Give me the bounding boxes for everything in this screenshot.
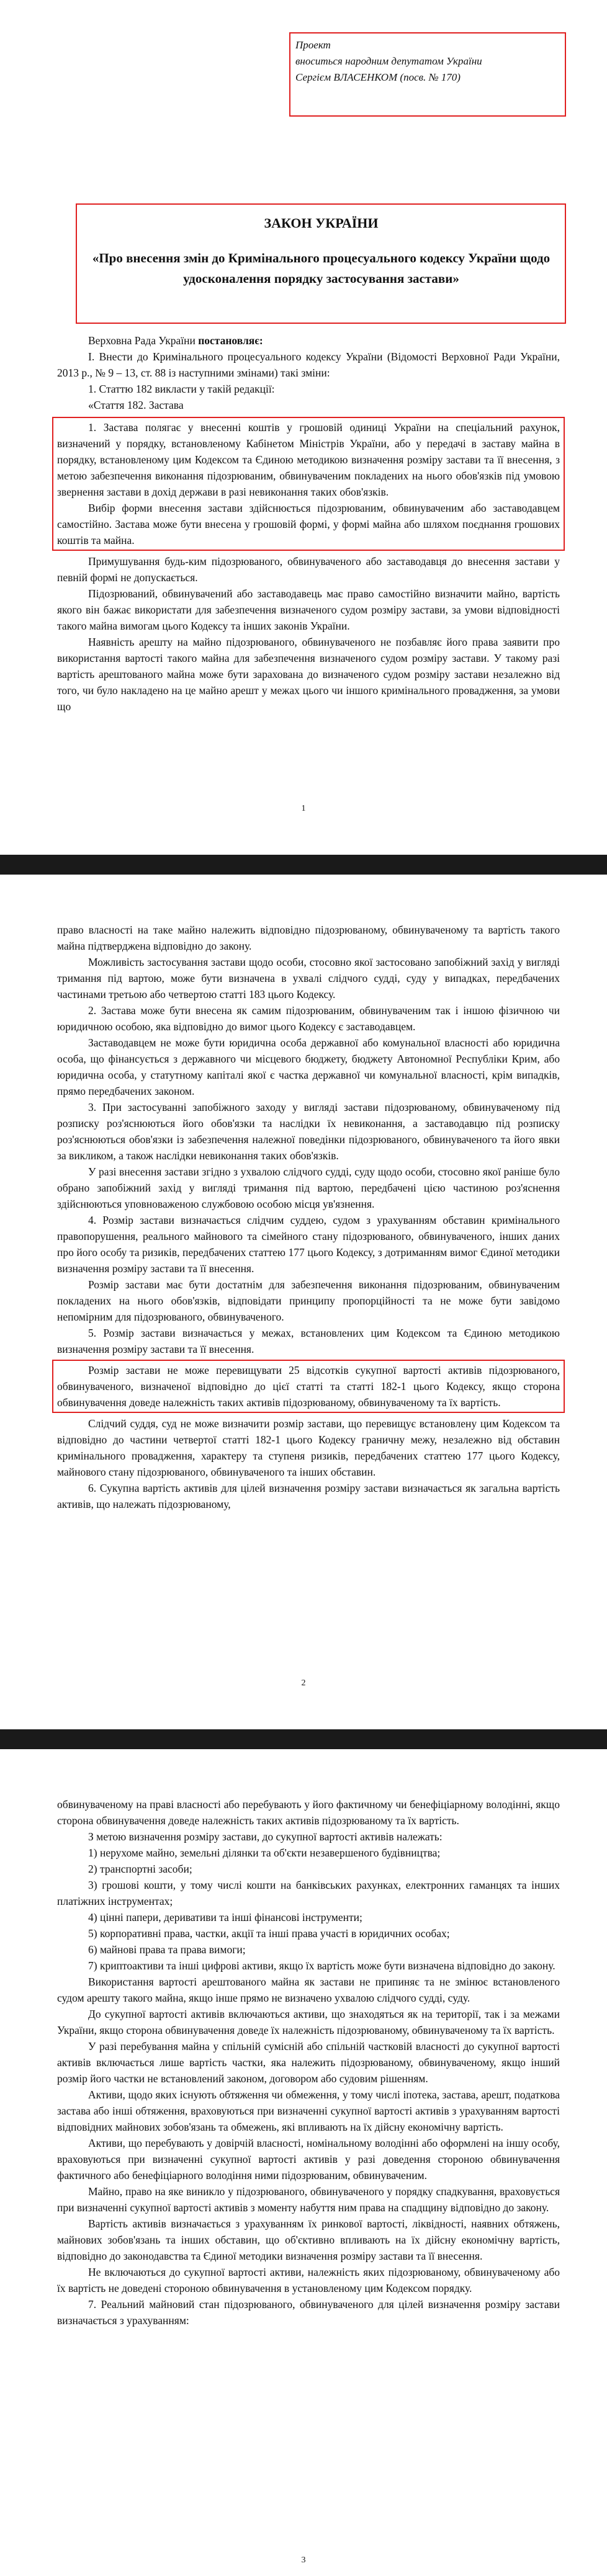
paragraph: Не включаються до сукупної вартості активи, належність яких підозрюваному, обвинуваченому або їх вартість не доведені стороною обвинувачення в установленому цим Кодексом порядку.: [57, 2266, 560, 2294]
law-subtitle: «Про внесення змін до Кримінального процесуального кодексу України щодо удосконалення порядку застосування застави»: [92, 251, 551, 286]
page-1-body: [57, 332, 560, 715]
page-separator: [0, 855, 607, 875]
paragraph: Розмір застави має бути достатнім для забезпечення виконання підозрюваним, обвинуваченим покладених на нього обов'язків, відповідати принципу пропорційності та не може бути завідомо непомірним для підозрюваного, обвинуваченого.: [57, 1278, 560, 1323]
page-2: [0, 875, 607, 1729]
list-item: 3) грошові кошти, у тому числі кошти на банківських рахунках, електронних гаманцях та інших платіжних інструментах;: [57, 1879, 560, 1907]
list-item: 4) цінні папери, деривативи та інші фінансові інструменти;: [88, 1911, 362, 1923]
paragraph: 1. Застава полягає у внесенні коштів у грошовій одиниці України на спеціальний рахунок, визначений у порядку, встановленому Кабінетом Міністрів України, або у передачі в заставу майна в порядку, встановленому цим Кодексом та Єдиною методикою визначення розміру застави та її внесення, з метою забезпечення виконання підозрюваним, обвинуваченим покладених на нього обов'язків під умовою звернення застави в дохід держави в разі невиконання таких обов'язків.: [57, 421, 560, 498]
list-item: 6) майнові права та права вимоги;: [88, 1943, 246, 1956]
paragraph: 3. При застосуванні запобіжного заходу у вигляді застави підозрюваному, обвинуваченому під розписку роз'яснюються його обов'язки та наслідки їх невиконання, а заставодавцю під розписку роз'яснюються обов'язки із забезпечення належної поведінки підозрюваного, обвинуваченого та його явки за викликом, а також наслідки невиконання таких обов'язків.: [57, 1101, 560, 1162]
paragraph: Наявність арешту на майно підозрюваного, обвинуваченого не позбавляє його права заявити про використання вартості такого майна для забезпечення визначеного судом розміру застави. У такому разі вартість арештованого майна може бути зарахована до визначеного судом розміру застави незалежно від того, чи було накладено на це майно арешт у межах цього чи іншого кримінального провадження, за умови що: [57, 636, 560, 713]
project-line: Проект: [295, 39, 331, 51]
paragraph: 6. Сукупна вартість активів для цілей визначення розміру застави визначається як загальна вартість активів, що належать підозрюваному,: [57, 1482, 560, 1510]
paragraph: 7. Реальний майновий стан підозрюваного, обвинуваченого для цілей визначення розміру застави визначається з урахуванням:: [57, 2298, 560, 2327]
paragraph: Заставодавцем не може бути юридична особа державної або комунальної власності або юридична особа, що фінансується з державного чи місцевого бюджету, бюджету Автономної Республіки Крим, або юридична особа, у статутному капіталі якої є частка державної чи комунальної власності, крім випадків, прямо передбачених законом.: [57, 1036, 560, 1097]
page-number: 3: [301, 2556, 306, 2565]
page-separator: [0, 1729, 607, 1749]
paragraph: Можливість застосування застави щодо особи, стосовно якої застосовано запобіжний захід у вигляді тримання під вартою, може бути визначена в ухвалі слідчого судді, суду у випадках, передбачених частинами третьою або четвертою статті 183 цього Кодексу.: [57, 956, 560, 1001]
page-1: [0, 0, 607, 855]
list-item: 2) транспортні засоби;: [88, 1863, 192, 1875]
paragraph: Примушування будь-ким підозрюваного, обвинуваченого або заставодавця до внесення застави у певній формі не допускається.: [57, 555, 560, 584]
paragraph: До сукупної вартості активів включаються активи, що знаходяться як на території, так і за межами України, якщо сторона обвинувачення доведе їх належність підозрюваному, обвинуваченому та їх вартість.: [57, 2008, 560, 2036]
paragraph: 4. Розмір застави визначається слідчим суддею, судом з урахуванням обставин кримінального правопорушення, реального майнового та сімейного стану підозрюваного, обвинуваченого, інших даних про його особу та ризиків, передбачених статтею 177 цього Кодексу, з дотриманням вимог Єдиної методики визначення розміру застави та її внесення.: [57, 1214, 560, 1275]
page-number: 1: [301, 804, 306, 813]
project-note: [295, 37, 482, 86]
paragraph: Слідчий суддя, суд не може визначити розмір застави, що перевищує встановлену цим Кодексом та відповідно до частини четвертої статті 182-1 цього Кодексу граничну межу, незалежно від обставин кримінального провадження, характеру та ступеня ризиків, передбачених статтею 177 цього Кодексу, майнового стану підозрюваного, обвинуваченого та інших обставин.: [57, 1417, 560, 1478]
paragraph: Активи, що перебувають у довірчій власності, номінальному володінні або оформлені на іншу особу, враховуються при визначенні сукупної вартості активів у разі доведення стороною обвинувачення фактичного або бенефіціарного володіння ними підозрюваним, обвинуваченим.: [57, 2137, 560, 2182]
page-number: 2: [301, 1678, 306, 1688]
law-title: ЗАКОН УКРАЇНИ: [264, 215, 379, 231]
list-item: 1) нерухоме майно, земельні ділянки та об'єкти незавершеного будівництва;: [88, 1847, 441, 1859]
paragraph: 5. Розмір застави визначається у межах, встановлених цим Кодексом та Єдиною методикою визначення розміру застави та її внесення.: [57, 1327, 560, 1355]
highlighted-article-text: [52, 417, 565, 551]
page-3-body: [57, 1796, 560, 2329]
paragraph: право власності на таке майно належить відповідно підозрюваному, обвинуваченому та вартість такого майна підтверджена відповідно до закону.: [57, 924, 560, 952]
list-item: 5) корпоративні права, частки, акції та інші права участі в юридичних особах;: [88, 1927, 450, 1940]
paragraph: Активи, щодо яких існують обтяження чи обмеження, у тому числі іпотека, застава, арешт, податкова застава або інші обтяження, враховуються при визначенні сукупної вартості активів з урахуванням вартості відповідних майнових зобов'язань та обмежень, які впливають на їх дійсну економічну вартість.: [57, 2088, 560, 2133]
paragraph: Майно, право на яке виникло у підозрюваного, обвинуваченого у порядку спадкування, враховується при визначенні сукупної вартості активів з моменту набуття ним права на спадщину відповідно до закону.: [57, 2185, 560, 2214]
page-2-body: [57, 922, 560, 1512]
paragraph: Вибір форми внесення застави здійснюється підозрюваним, обвинуваченим або заставодавцем самостійно. Застава може бути внесена у грошовій формі, у формі майна або шляхом поєднання грошових коштів та майна.: [57, 502, 560, 546]
highlighted-bail-limit-text: [52, 1360, 565, 1413]
paragraph: З метою визначення розміру застави, до сукупної вартості активів належать:: [88, 1830, 443, 1843]
list-item: 7) криптоактиви та інші цифрові активи, якщо їх вартість може бути визначена відповідно до закону.: [88, 1959, 555, 1972]
paragraph: Використання вартості арештованого майна як застави не припиняє та не змінює встановленого судом арешту такого майна, якщо інше прямо не визначено ухвалою слідчого судді, суду.: [57, 1976, 560, 2004]
paragraph: «Стаття 182. Застава: [88, 399, 184, 411]
project-line: вноситься народним депутатом України: [295, 55, 482, 67]
project-line: Сергієм ВЛАСЕНКОМ (посв. № 170): [295, 71, 461, 83]
paragraph: Верховна Рада України постановляє:: [88, 334, 263, 347]
paragraph: 1. Статтю 182 викласти у такій редакції:: [88, 383, 275, 395]
paragraph: Вартість активів визначається з урахуванням їх ринкової вартості, ліквідності, наявних обтяжень, майнових зобов'язань та інших обставин, що об'єктивно впливають на їх дійсну економічну вартість, відповідно до законодавства та Єдиної методики визначення розміру застави та її внесення.: [57, 2217, 560, 2262]
paragraph: обвинуваченому на праві власності або перебувають у його фактичному чи бенефіціарному володінні, якщо сторона обвинувачення доведе належність таких активів підозрюваному та їх вартість.: [57, 1798, 560, 1827]
paragraph: Підозрюваний, обвинувачений або заставодавець має право самостійно визначити майно, вартість якого він бажає використати для забезпечення визначеного судом розміру застави, за умови відповідності такого майна вимогам цього Кодексу та інших законів України.: [57, 587, 560, 632]
paragraph: У разі перебування майна у спільній сумісній або спільній частковій власності до сукупної вартості активів включається лише вартість частки, яка належить підозрюваному, обвинуваченому, якщо інший розмір його частки не встановлений законом, договором або судовим рішенням.: [57, 2040, 560, 2085]
paragraph: 2. Застава може бути внесена як самим підозрюваним, обвинуваченим так і іншою фізичною чи юридичною особою, яка відповідно до вимог цього Кодексу є заставодавцем.: [57, 1004, 560, 1033]
paragraph: І. Внести до Кримінального процесуального кодексу України (Відомості Верховної Ради України, 2013 р., № 9 – 13, ст. 88 із наступними змінами) такі зміни:: [57, 350, 560, 379]
paragraph: У разі внесення застави згідно з ухвалою слідчого судді, суду щодо особи, стосовно якої раніше було обрано запобіжний захід у вигляді тримання під вартою, передбачені цією частиною роз'яснення здійснюються уповноваженою службовою особою місця ув'язнення.: [57, 1165, 560, 1210]
page-3: [0, 1749, 607, 2576]
paragraph: Розмір застави не може перевищувати 25 відсотків сукупної вартості активів підозрюваного, обвинуваченого, визначеної відповідно до цієї статті та статті 182-1 цього Кодексу, якщо сторона обвинувачення доведе належність таких активів підозрюваному, обвинуваченому та їх вартість.: [57, 1364, 560, 1409]
